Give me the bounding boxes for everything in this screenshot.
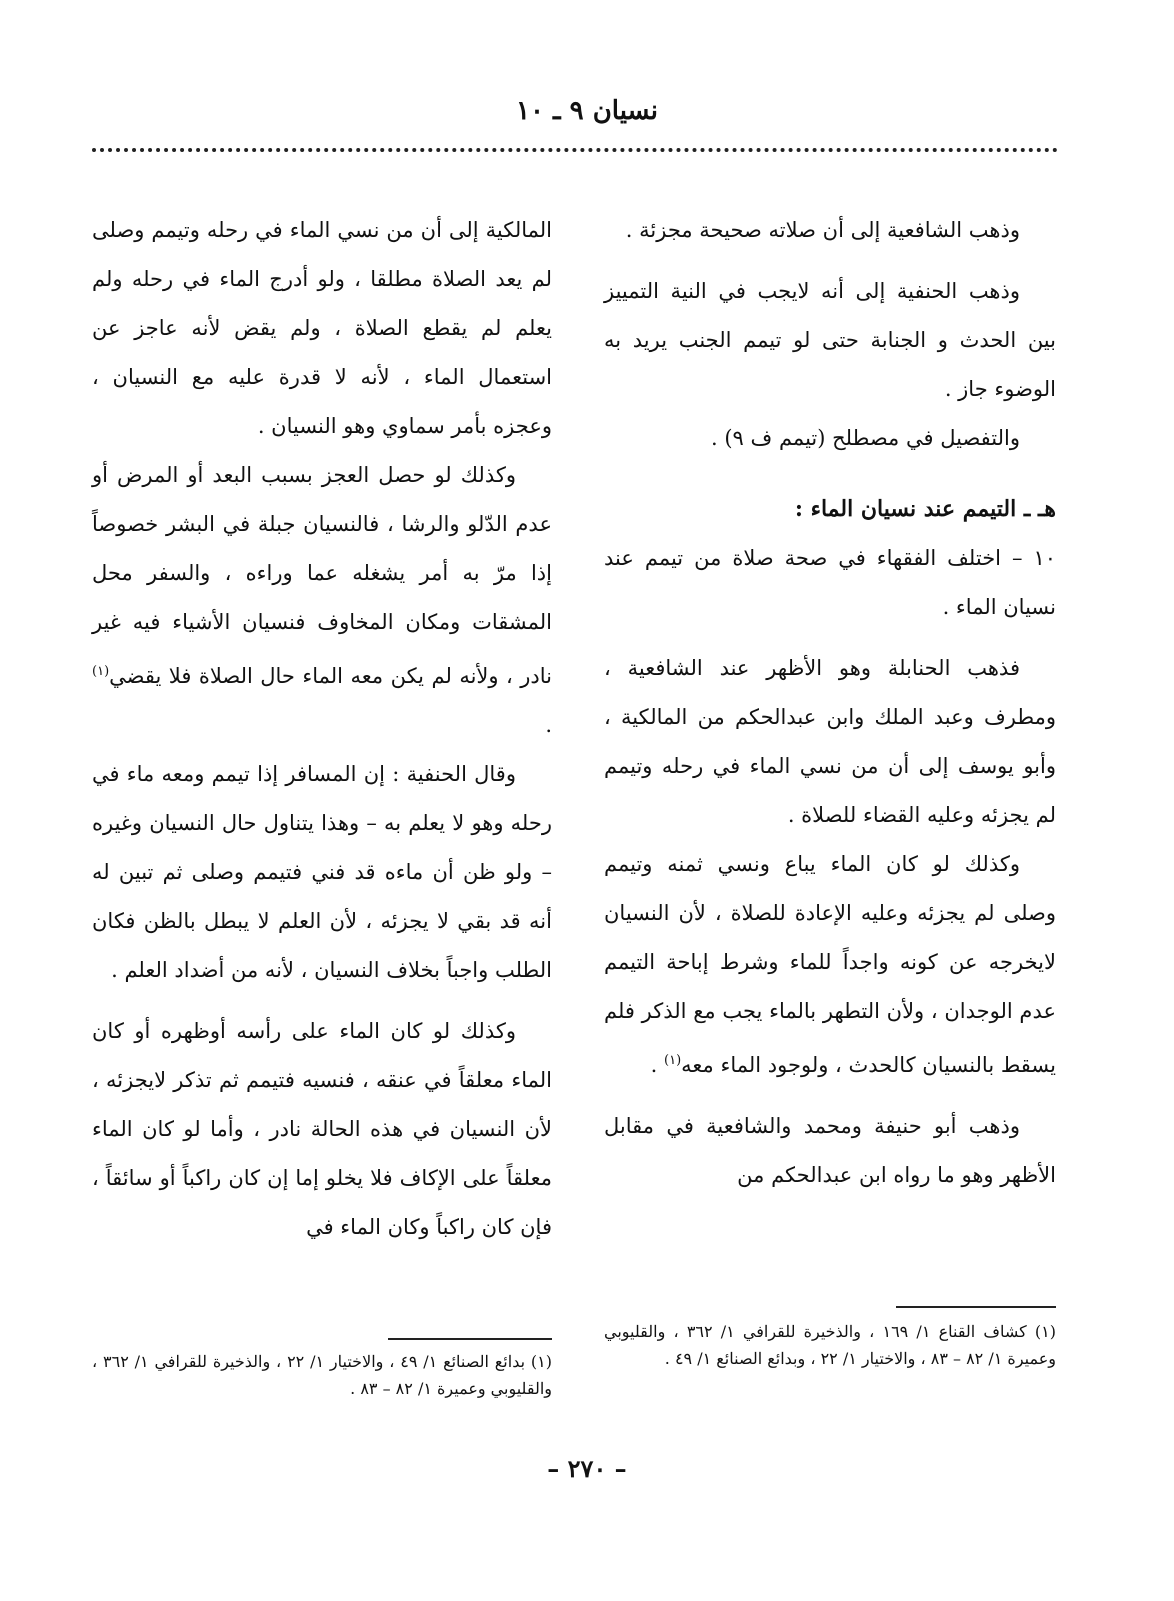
right-paragraph-1: وذهب الشافعية إلى أن صلاته صحيحة مجزئة . [625,218,1020,242]
left-paragraph-2-text: وكذلك لو حصل العجز بسبب البعد أو المرض أو عدم الدّلو والرشا ، فالنسيان جبلة في البشر خصوصاً إذا مرّ به أمر يشغله عما وراءه ، والسفر محل المشقات ومكان المخاوف فنسيان الأشياء فيه غير نادر ، ولأنه لم يكن معه الماء حال الصلاة فلا يقضي [92,463,552,688]
left-footnote-rule [388,1338,552,1340]
right-paragraph-4: ١٠ – اختلف الفقهاء في صحة صلاة من تيمم عند نسيان الماء . [604,546,1056,619]
left-paragraph-4: وكذلك لو كان الماء على رأسه أوظهره أو كان الماء معلقاً في عنقه ، فنسيه فتيمم ثم تذكر لايجزئه ، لأن النسيان في هذه الحالة نادر ، وأما لو كان الماء معلقاً على الإكاف فلا يخلو إما إن كان راكباً أو سائقاً ، فإن كان راكباً وكان الماء في [92,1019,552,1239]
page-header-title: نسيان ٩ ـ ١٠ [516,96,658,126]
right-paragraph-3: والتفصيل في مصطلح (تيمم ف ٩) . [711,426,1020,450]
right-paragraph-7: وذهب أبو حنيفة ومحمد والشافعية في مقابل الأظهر وهو ما رواه ابن عبدالحكم من [604,1114,1056,1187]
right-footnote: (١) كشاف القناع ١/ ١٦٩ ، والذخيرة للقرافي ١/ ٣٦٢ ، والقليوبي وعميرة ١/ ٨٢ – ٨٣ ، والاختيار ١/ ٢٢ ، وبدائع الصنائع ١/ ٤٩ . [604,1322,1056,1368]
right-footnote-rule [896,1306,1056,1308]
right-paragraph-5: فذهب الحنابلة وهو الأظهر عند الشافعية ، ومطرف وعبد الملك وابن عبدالحكم من المالكية ، وأبو يوسف إلى أن من نسي الماء في رحله وتيمم لم يجزئه وعليه القضاء للصلاة . [604,656,1056,827]
left-paragraph-2-end: . [545,713,552,737]
header-dotted-divider [92,148,1058,152]
right-paragraph-6 [604,840,1056,1090]
right-paragraph-2: وذهب الحنفية إلى أنه لايجب في النية التمييز بين الحدث و الجنابة حتى لو تيمم الجنب يريد به الوضوء جاز . [604,279,1056,401]
footnote-ref: (١) [664,1053,682,1068]
left-paragraph-2 [92,451,552,750]
left-column [92,206,552,1252]
right-paragraph-6-text: وكذلك لو كان الماء يباع ونسي ثمنه وتيمم وصلى لم يجزئه وعليه الإعادة للصلاة ، لأن النسيان لايخرجه عن كونه واجداً للماء وشرط إباحة التيمم عدم الوجدان ، ولأن التطهر بالماء يجب مع الذكر فلم يسقط بالنسيان كالحدث ، ولوجود الماء معه [604,852,1056,1077]
left-footnote: (١) بدائع الصنائع ١/ ٤٩ ، والاختيار ١/ ٢٢ ، والذخيرة للقرافي ١/ ٣٦٢ ، والقليوبي وعميرة ١/ ٨٢ – ٨٣ . [92,1352,552,1398]
footnote-ref: (١) [92,664,110,679]
left-paragraph-1: المالكية إلى أن من نسي الماء في رحله وتيمم وصلى لم يعد الصلاة مطلقا ، ولو أدرج الماء في رحله ولم يعلم لم يقطع الصلاة ، ولم يقض لأنه عاجز عن استعمال الماء ، لأنه لا قدرة عليه مع النسيان ، وعجزه بأمر سماوي وهو النسيان . [92,218,552,438]
right-paragraph-6-end: . [650,1053,665,1077]
left-paragraph-3: وقال الحنفية : إن المسافر إذا تيمم ومعه ماء في رحله وهو لا يعلم به – وهذا يتناول حال النسيان وغيره – ولو ظن أن ماءه قد فني فتيمم وصلى ثم تبين له أنه قد بقي لا يجزئه ، لأن العلم لا يبطل بالظن فكان الطلب واجباً بخلاف النسيان ، لأنه من أضداد العلم . [92,762,552,982]
section-heading: هـ ـ التيمم عند نسيان الماء : [794,496,1056,522]
right-column [604,206,1056,1200]
page-number: – ٢٧٠ – [547,1454,627,1483]
